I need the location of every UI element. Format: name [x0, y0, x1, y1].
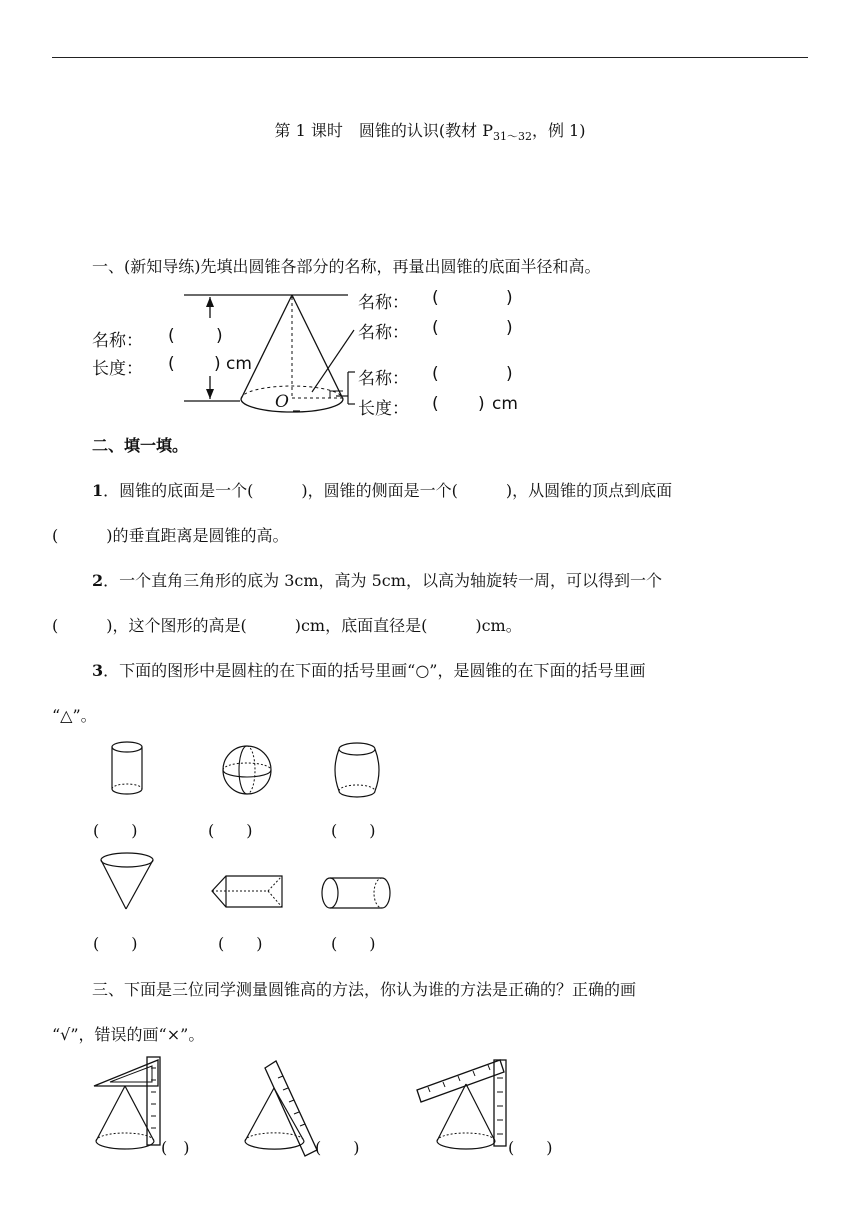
left-name-close-paren: )	[216, 326, 223, 346]
side-name-label: 名称：	[358, 323, 409, 343]
radius-length-open-paren: (	[432, 394, 439, 414]
radius-length-unit: cm	[492, 394, 518, 414]
answer-cone[interactable]: ( )	[93, 934, 138, 953]
measure-method-2	[245, 1061, 317, 1156]
answer-sphere[interactable]: ( )	[208, 821, 253, 840]
title-page-range: 31～32	[492, 130, 532, 144]
apex-close-paren: )	[506, 288, 513, 308]
q2-line1-text: ．一个直角三角形的底为 3cm，高为 5cm，以高为轴旋转一周，可以得到一个	[103, 571, 662, 590]
radius-length-close-paren: )	[478, 394, 485, 414]
apex-open-paren: (	[432, 288, 439, 308]
left-length-open-paren: (	[168, 354, 175, 374]
radius-length-label: 长度：	[358, 399, 409, 419]
left-name-open-paren: (	[168, 326, 175, 346]
triangular-prism-shape	[212, 876, 282, 907]
center-label: O	[275, 392, 289, 412]
title-tail: ，例 1)	[531, 121, 586, 140]
left-name-label: 名称：	[92, 331, 143, 351]
title-main: 第 1 课时 圆锥的认识(教材 P	[274, 121, 493, 140]
sphere-shape	[223, 746, 271, 794]
barrel-shape	[335, 743, 379, 797]
answer-method-1[interactable]: ( )	[161, 1138, 190, 1157]
section2-heading: 二、填一填。	[92, 436, 189, 455]
section3-heading-line1: 三、下面是三位同学测量圆锥高的方法，你认为谁的方法是正确的？正确的画	[92, 980, 637, 999]
answer-method-3[interactable]: ( )	[508, 1138, 553, 1157]
answer-barrel[interactable]: ( )	[331, 821, 376, 840]
side-close-paren: )	[506, 318, 513, 338]
measure-method-3	[417, 1060, 506, 1149]
side-open-paren: (	[432, 318, 439, 338]
apex-name-label: 名称：	[358, 293, 409, 313]
horizontal-cylinder-shape	[322, 878, 390, 908]
answer-cylinder[interactable]: ( )	[93, 821, 138, 840]
answer-prism[interactable]: ( )	[218, 934, 263, 953]
cylinder-shape	[112, 742, 142, 794]
measure-method-1	[94, 1057, 160, 1149]
q3-line2: “△”。	[52, 706, 97, 725]
q3-line1-text: ．下面的图形中是圆柱的在下面的括号里画“○”，是圆锥的在下面的括号里画	[103, 661, 646, 680]
q2-number: 2	[92, 571, 104, 590]
left-length-close-paren: )	[214, 354, 221, 374]
q1-line2: ( )的垂直距离是圆锥的高。	[52, 526, 289, 545]
q1-line1-text: ．圆锥的底面是一个( )，圆锥的侧面是一个( )，从圆锥的顶点到底面	[103, 481, 673, 500]
answer-method-2[interactable]: ( )	[315, 1138, 360, 1157]
q2-line2: ( )，这个图形的高是( )cm，底面直径是( )cm。	[52, 616, 522, 635]
left-length-unit: cm	[226, 354, 252, 374]
answer-horizontal-cylinder[interactable]: ( )	[331, 934, 376, 953]
section1-heading: 一、(新知导练)先填出圆锥各部分的名称，再量出圆锥的底面半径和高。	[92, 257, 601, 276]
radius-close-paren: )	[506, 364, 513, 384]
q3-number: 3	[92, 661, 104, 680]
left-length-label: 长度：	[92, 359, 143, 379]
radius-open-paren: (	[432, 364, 439, 384]
inverted-cone-shape	[101, 853, 153, 909]
q1-number: 1	[92, 481, 104, 500]
section3-heading-line2: “√”，错误的画“×”。	[52, 1025, 205, 1044]
radius-name-label: 名称：	[358, 369, 409, 389]
